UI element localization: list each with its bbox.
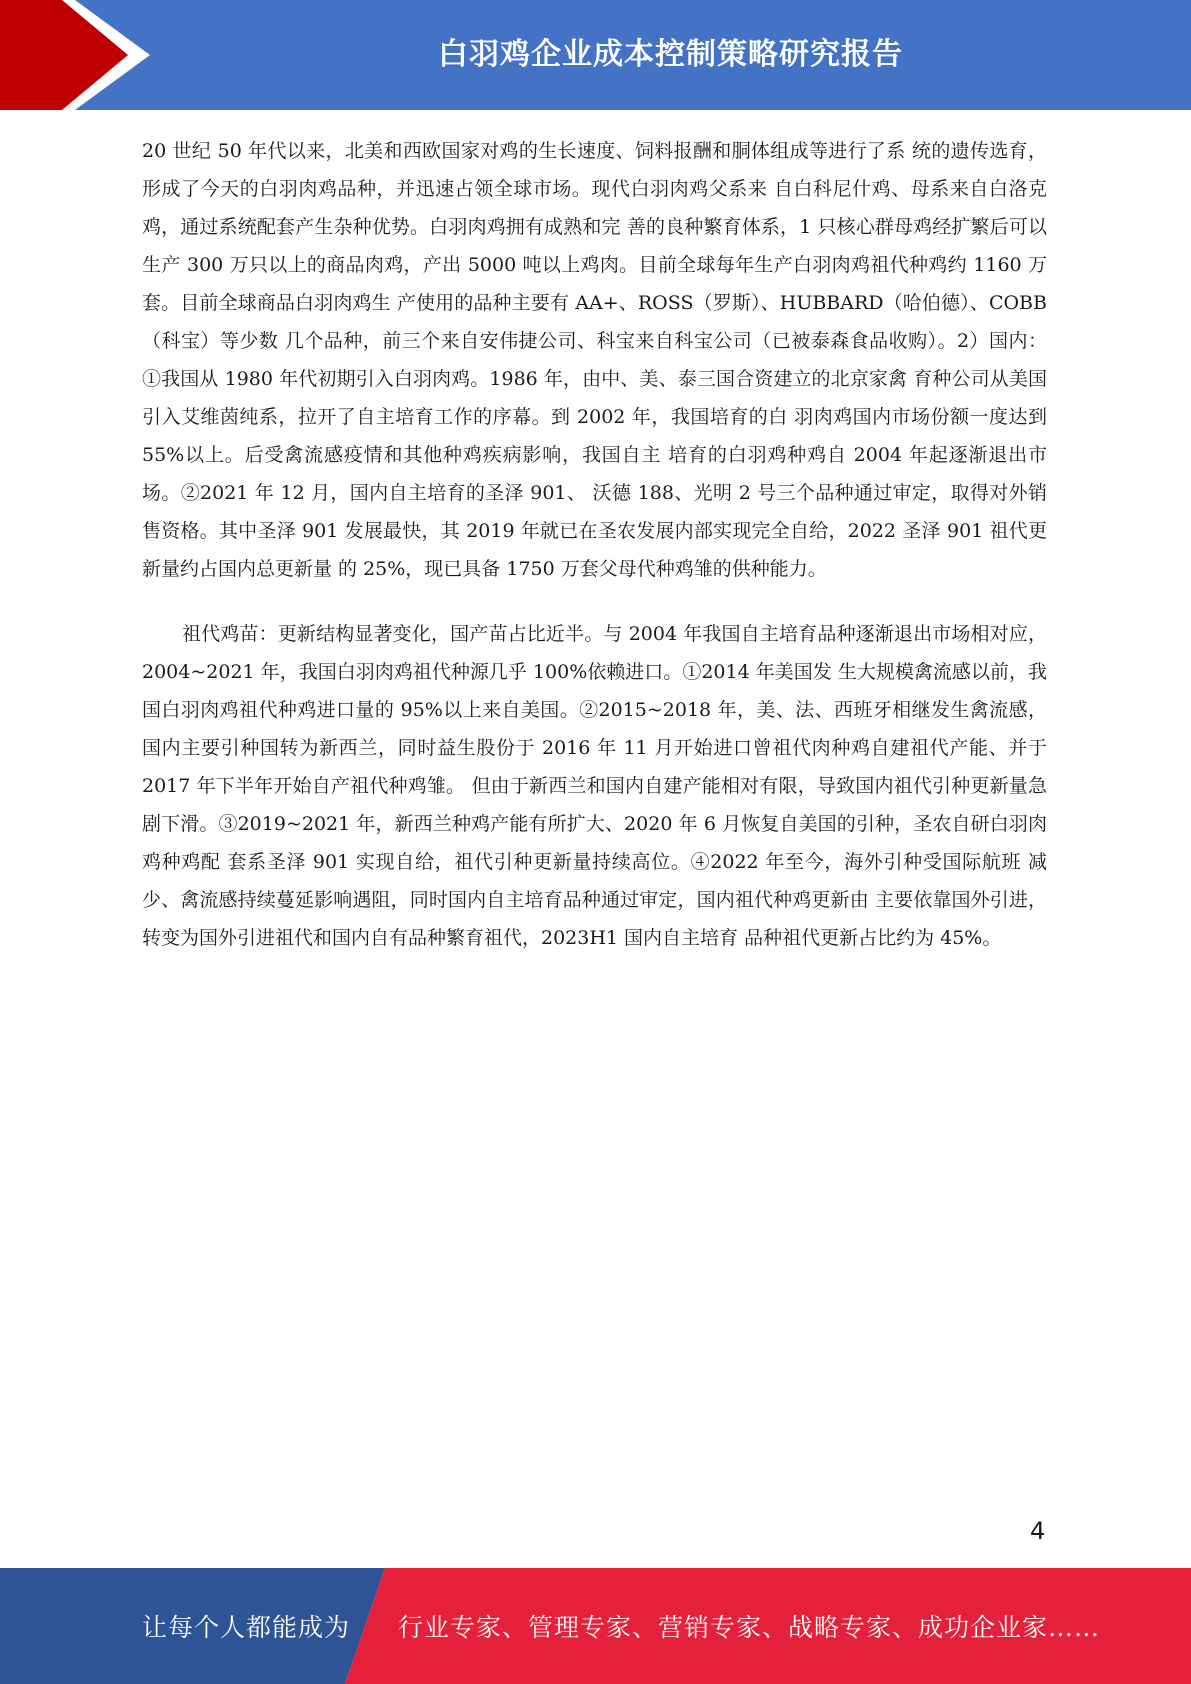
body-content bbox=[142, 132, 1047, 957]
footer-slogan-right: 行业专家、管理专家、营销专家、战略专家、成功企业家…… bbox=[398, 1613, 1101, 1642]
paragraph-grandparent-chicks: 祖代鸡苗：更新结构显著变化，国产苗占比近半。与 2004 年我国自主培育品种逐渐退出市场相对应，2004~2021 年，我国白羽肉鸡祖代种源几乎 100%依赖进口。①2014 年美国发 生大规模禽流感以前，我国白羽肉鸡祖代种鸡进口量的 95%以上来自美国。②2015~2018 年，美、法、西班牙相继发生禽流感，国内主要引种国转为新西兰，同时益生股份于 2016 年 11 月开始进口曾祖代肉种鸡自建祖代产能、并于 2017 年下半年开始自产祖代种鸡雏。 但由于新西兰和国内自建产能相对有限，导致国内祖代引种更新量急剧下滑。③2019~2021 年，新西兰种鸡产能有所扩大、2020 年 6 月恢复自美国的引种，圣农自研白羽肉鸡种鸡配 套系圣泽 901 实现自给，祖代引种更新量持续高位。④2022 年至今，海外引种受国际航班 减少、禽流感持续蔓延影响遇阻，同时国内自主培育品种通过审定，国内祖代种鸡更新由 主要依靠国外引进，转变为国外引进祖代和国内自有品种繁育祖代，2023H1 国内自主培育 品种祖代更新占比约为 45%。 bbox=[142, 623, 1047, 949]
report-title: 白羽鸡企业成本控制策略研究报告 bbox=[438, 37, 903, 72]
page-number: 4 bbox=[1030, 1517, 1046, 1545]
page-header bbox=[0, 0, 1191, 110]
paragraph-breeding-history: 20 世纪 50 年代以来，北美和西欧国家对鸡的生长速度、饲料报酬和胴体组成等进行了系 统的遗传选育，形成了今天的白羽肉鸡品种，并迅速占领全球市场。现代白羽肉鸡父系来 自白科尼什鸡、母系来自白洛克鸡，通过系统配套产生杂种优势。白羽肉鸡拥有成熟和完 善的良种繁育体系，1 只核心群母鸡经扩繁后可以生产 300 万只以上的商品肉鸡，产出 5000 吨以上鸡肉。目前全球每年生产白羽肉鸡祖代种鸡约 1160 万套。目前全球商品白羽肉鸡生 产使用的品种主要有 AA+、ROSS（罗斯）、HUBBARD（哈伯德）、COBB（科宝）等少数 几个品种，前三个来自安伟捷公司、科宝来自科宝公司（已被泰森食品收购）。2）国内： ①我国从 1980 年代初期引入白羽肉鸡。1986 年，由中、美、泰三国合资建立的北京家禽 育种公司从美国引入艾维茵纯系，拉开了自主培育工作的序幕。到 2002 年，我国培育的白 羽肉鸡国内市场份额一度达到 55%以上。后受禽流感疫情和其他种鸡疾病影响，我国自主 培育的白羽鸡种鸡自 2004 年起逐渐退出市场。②2021 年 12 月，国内自主培育的圣泽 901、 沃德 188、光明 2 号三个品种通过审定，取得对外销售资格。其中圣泽 901 发展最快，其 2019 年就已在圣农发展内部实现完全自给，2022 圣泽 901 祖代更新量约占国内总更新量 的 25%，现已具备 1750 万套父母代种鸡雏的供种能力。 bbox=[142, 140, 1047, 580]
footer-slogan-left: 让每个人都能成为 bbox=[142, 1613, 351, 1642]
page-footer bbox=[0, 1568, 1191, 1684]
